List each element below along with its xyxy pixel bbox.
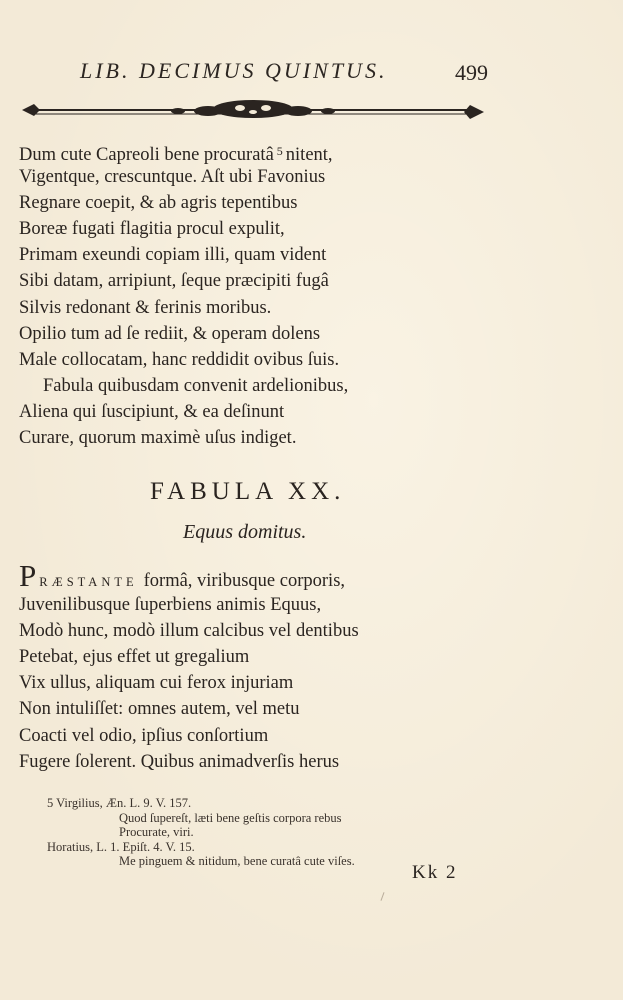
decorative-rule-ornament-icon: [18, 96, 488, 124]
verse-line: Juvenilibusque ſuperbiens animis Equus,: [19, 595, 322, 616]
fable-title: FABULA XX.: [150, 478, 346, 505]
footnote-line: Quod ſupereſt, læti bene geſtis corpora rebus: [119, 810, 342, 825]
verse-line: Vigentque, crescuntque. Aſt ubi Favonius: [19, 167, 326, 188]
moral-line: Fabula quibusdam convenit ardelionibus,: [43, 375, 349, 396]
verse-line: PRÆSTANTE formâ, viribusque corporis,: [19, 558, 346, 593]
signature-mark: Kk 2: [412, 862, 458, 883]
footnote-marker: 5: [276, 144, 283, 158]
verse-line: Dum cute Capreoli bene procuratâ $^5$ nitent,: [19, 144, 333, 165]
footnote-line: Procurate, viri.: [119, 825, 194, 840]
footnote-line: 5 Virgilius, Æn. L. 9. V. 157.: [47, 796, 192, 810]
fable-subtitle: Equus domitus.: [183, 521, 307, 543]
verse-line: Silvis redonant & ferinis moribus.: [19, 297, 272, 318]
moral-line: Curare, quorum maximè uſus indiget.: [19, 428, 297, 449]
verse-line: Coacti vel odio, ipſius conſortium: [19, 725, 269, 746]
page-number: 499: [455, 60, 488, 85]
verse-line: Modò hunc, modò illum calcibus vel dentibus: [19, 621, 359, 642]
verse-line: Fugere ſolerent. Quibus animadverſis herus: [19, 751, 340, 772]
small-caps-word: RÆSTANTE: [39, 575, 138, 589]
footnote-line: Me pinguem & nitidum, bene curatâ cute viſes.: [119, 854, 355, 869]
drop-cap: P: [19, 558, 37, 593]
verse-line: Non intuliſſet: omnes autem, vel metu: [19, 699, 300, 720]
page-blemish: [380, 892, 384, 901]
verse-line: Male collocatam, hanc reddidit ovibus ſuis.: [19, 349, 340, 370]
footnotes: [47, 796, 355, 869]
moral-line: Aliena qui ſuscipiunt, & ea deſinunt: [19, 401, 285, 422]
verse-line: Primam exeundi copiam illi, quam vident: [19, 245, 327, 266]
footnote-line: Horatius, L. 1. Epiſt. 4. V. 15.: [47, 839, 195, 854]
verse-block-top: [19, 138, 348, 451]
verse-line: Regnare coepit, & ab agris tepentibus: [19, 193, 298, 214]
verse-line: Opilio tum ad ſe rediit, & operam dolens: [19, 323, 321, 344]
verse-line: Sibi datam, arripiunt, ſeque præcipiti fugâ: [19, 271, 329, 292]
verse-line: Boreæ fugati flagitia procul expulit,: [19, 219, 285, 240]
running-title: LIB. DECIMUS QUINTUS.: [80, 58, 388, 83]
verse-block-bottom: [19, 558, 359, 775]
verse-line: Vix ullus, aliquam cui ferox injuriam: [19, 673, 294, 694]
verse-line: Petebat, ejus effet ut gregalium: [19, 647, 250, 668]
